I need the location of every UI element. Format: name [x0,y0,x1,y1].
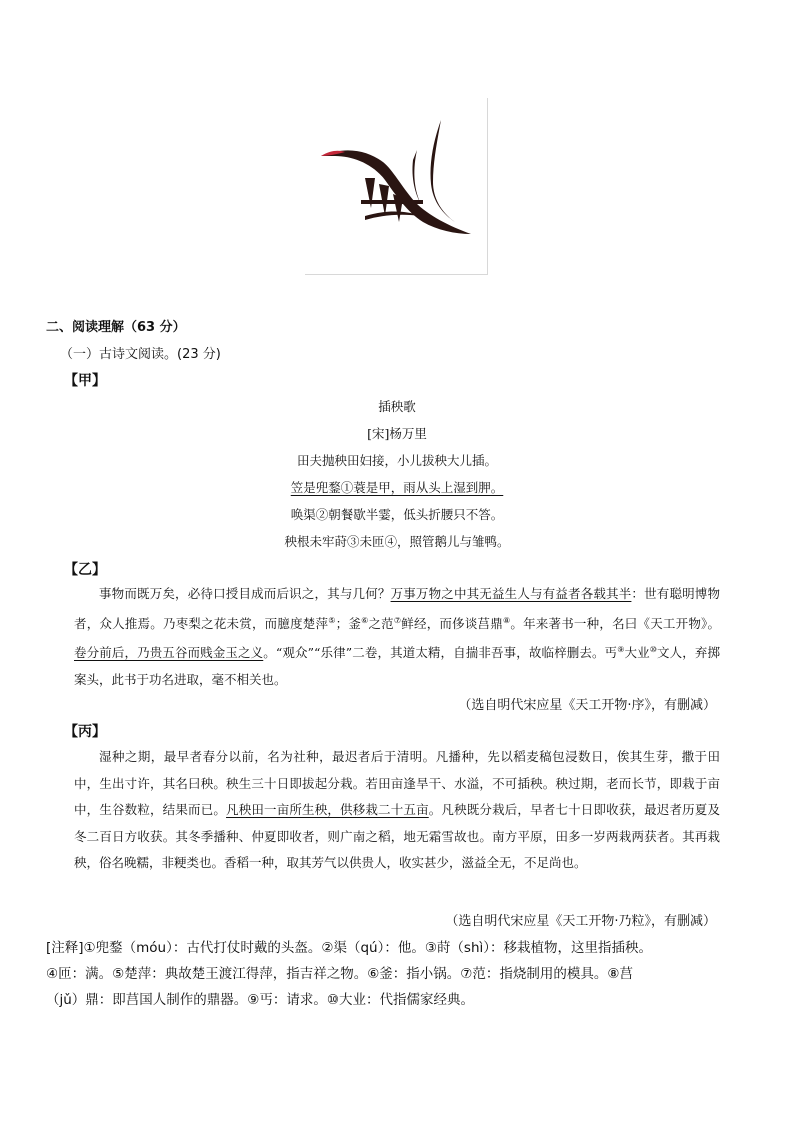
note-ref-10: ⑩ [649,645,658,655]
poem-author: [宋]杨万里 [367,426,427,441]
yi-text-9: 文人，弃掷案头，此书于功名进取，毫不相关也。 [74,645,720,687]
poem-line-2-text: 笠是兜鍪①蓑是甲，雨从头上湿到胛。 [290,480,504,495]
yi-underline-1: 万事万物之中其无益生人与有益者各载其半 [390,586,632,601]
notes-line-2: ④匝：满。⑤楚萍：典故楚王渡江得萍，指吉祥之物。⑥釜：指小锅。⑦范：指烧制用的模具。⑧莒 [46,966,634,982]
poem-line-4: 秧根未牢莳③未匝④，照管鹅儿与雏鸭。 [284,534,510,549]
note-ref-7: ⑦ [393,615,402,625]
yi-text-3: ；釜 [335,615,362,631]
note-ref-6: ⑥ [361,615,369,625]
bing-text-1: 湿种之期，最早者春分以前，名为社种，最迟者后于清明。凡播种，先以稻麦稿包浸数日，俟其生芽，撒于田中，生出寸许，其名曰秧。秧生三十日即拔起分栽。若田亩逢旱干、水溢，不可插秧。秧过期，老而长节，即栽于亩中，生谷数粒，结果而已。 [74,749,720,817]
note-ref-9: ⑨ [617,645,625,655]
label-yi: 【乙】 [64,562,106,578]
bing-underline-1: 凡秧田一亩所生秧，供移栽二十五亩 [226,802,429,817]
poem-line-3: 唤渠②朝餐歇半霎，低头折腰只不答。 [290,507,504,522]
note-ref-5: ⑤ [328,615,336,625]
yi-text-8: 大业 [624,645,650,661]
subsection-title: （一）古诗文阅读。(23 分) [60,347,221,362]
yi-underline-2: 卷分前后，乃贵五谷而贱金玉之义 [74,645,264,661]
notes-line-3: （jǔ）鼎：即莒国人制作的鼎器。⑨丐：请求。⑩大业：代指儒家经典。 [46,992,475,1008]
notes [46,935,734,1013]
yi-text-4: 之范 [368,615,394,631]
note-ref-8: ⑧ [502,615,511,625]
notes-line-1: [注释]①兜鍪（móu）：古代打仗时戴的头盔。②渠（qú）：他。③莳（shì）：移栽植物，这里指插秧。 [46,940,653,956]
label-bing: 【丙】 [64,724,106,740]
label-jia: 【甲】 [64,373,106,389]
logo-frame [305,98,488,275]
swallow-brush-logo [305,98,487,274]
yi-text-2: ：世有聪明博物者，众人推焉。乃枣梨之花未赏，而臆度楚萍 [74,586,720,631]
poem-line-2 [0,478,794,496]
yi-text-1: 事物而既万矣，必待口授目成而后识之，其与几何？ [99,586,391,601]
bing-paragraph [74,744,720,877]
poem-title: 插秧歌 [378,399,416,414]
bing-text-2: 。凡秧既分栽后，早者七十日即收获，最迟者历夏及冬二百日方收获。其冬季播种、仲夏即收者，则广南之稻，地无霜雪故也。南方平原，田多一岁两栽两获者。其再栽秧，俗名晚糯，非粳类也。香稻一种，取其芳气以供贵人，收实甚少，滋益全无，不足尚也。 [74,802,720,870]
section-title: 二、阅读理解（63 分） [46,320,186,335]
yi-paragraph [74,581,720,693]
yi-text-6: 。年来著书一种，名曰《天工开物》。 [510,615,721,631]
yi-source: （选自明代宋应星《天工开物·序》，有删减） [458,698,716,713]
yi-text-5: 鲜经，而侈谈莒鼎 [401,615,503,631]
poem-line-1: 田夫抛秧田妇接，小儿拔秧大儿插。 [296,453,497,468]
bing-source: （选自明代宋应星《天工开物·乃粒》，有删减） [445,914,716,929]
yi-text-7: 。“观众”“乐律”二卷，其道太精，自揣非吾事，故临梓删去。丐 [263,645,618,661]
